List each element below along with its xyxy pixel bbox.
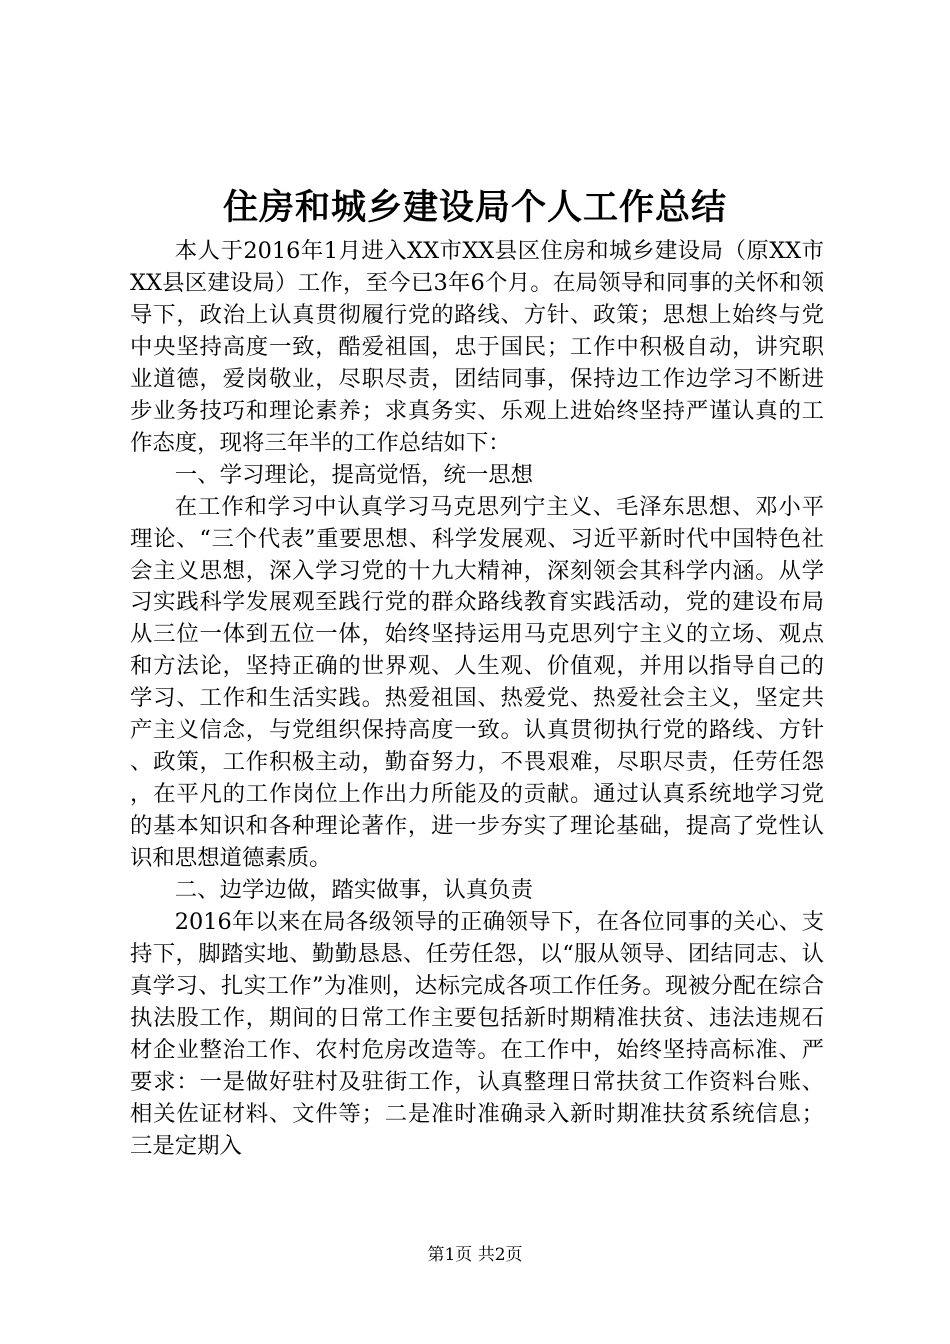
- intro-paragraph: 本人于2016年1月进入XX市XX县区住房和城乡建设局（原XX市XX县区建设局）工作，至今已3年6个月。在局领导和同事的关怀和领导下，政治上认真贯彻履行党的路线、方针、政策；思想上始终与党中央坚持高度一致，酷爱祖国，忠于国民；工作中积极自动，讲究职业道德，爱岗敬业，尽职尽责，团结同事，保持边工作边学习不断进步业务技巧和理论素养；求真务实、乐观上进始终坚持严谨认真的工作态度，现将三年半的工作总结如下：: [130, 238, 824, 456]
- section-1-heading: 一、学习理论，提高觉悟，统一思想: [174, 461, 534, 488]
- page-number-footer: 第1页 共2页: [427, 1245, 523, 1265]
- document-body: [130, 236, 824, 1163]
- section-1-paragraph: 在工作和学习中认真学习马克思列宁主义、毛泽东思想、邓小平理论、“三个代表”重要思想、科学发展观、习近平新时代中国特色社会主义思想，深入学习党的十九大精神，深刻领会其科学内涵。从学习实践科学发展观至践行党的群众路线教育实践活动，党的建设布局从三位一体到五位一体，始终坚持运用马克思列宁主义的立场、观点和方法论，坚持正确的世界观、人生观、价值观，并用以指导自己的学习、工作和生活实践。热爱祖国、热爱党、热爱社会主义，坚定共产主义信念，与党组织保持高度一致。认真贯彻执行党的路线、方针、政策，工作积极主动，勤奋努力，不畏艰难，尽职尽责，任劳任怨，在平凡的工作岗位上作出力所能及的贡献。通过认真系统地学习党的基本知识和各种理论著作，进一步夯实了理论基础，提高了党性认识和思想道德素质。: [130, 493, 824, 872]
- section-2-heading: 二、边学边做，踏实做事，认真负责: [174, 877, 534, 904]
- document-title: 住房和城乡建设局个人工作总结: [222, 188, 727, 228]
- section-2-paragraph: 2016年以来在局各级领导的正确领导下，在各位同事的关心、支持下，脚踏实地、勤勤恳恳、任劳任怨，以“服从领导、团结同志、认真学习、扎实工作”为准则，达标完成各项工作任务。现被分配在综合执法股工作，期间的日常工作主要包括新时期精准扶贫、违法违规石材企业整治工作、农村危房改造等。在工作中，始终坚持高标准、严要求：一是做好驻村及驻街工作，认真整理日常扶贫工作资料台账、相关佐证材料、文件等；二是准时准确录入新时期准扶贫系统信息；三是定期入: [130, 909, 824, 1159]
